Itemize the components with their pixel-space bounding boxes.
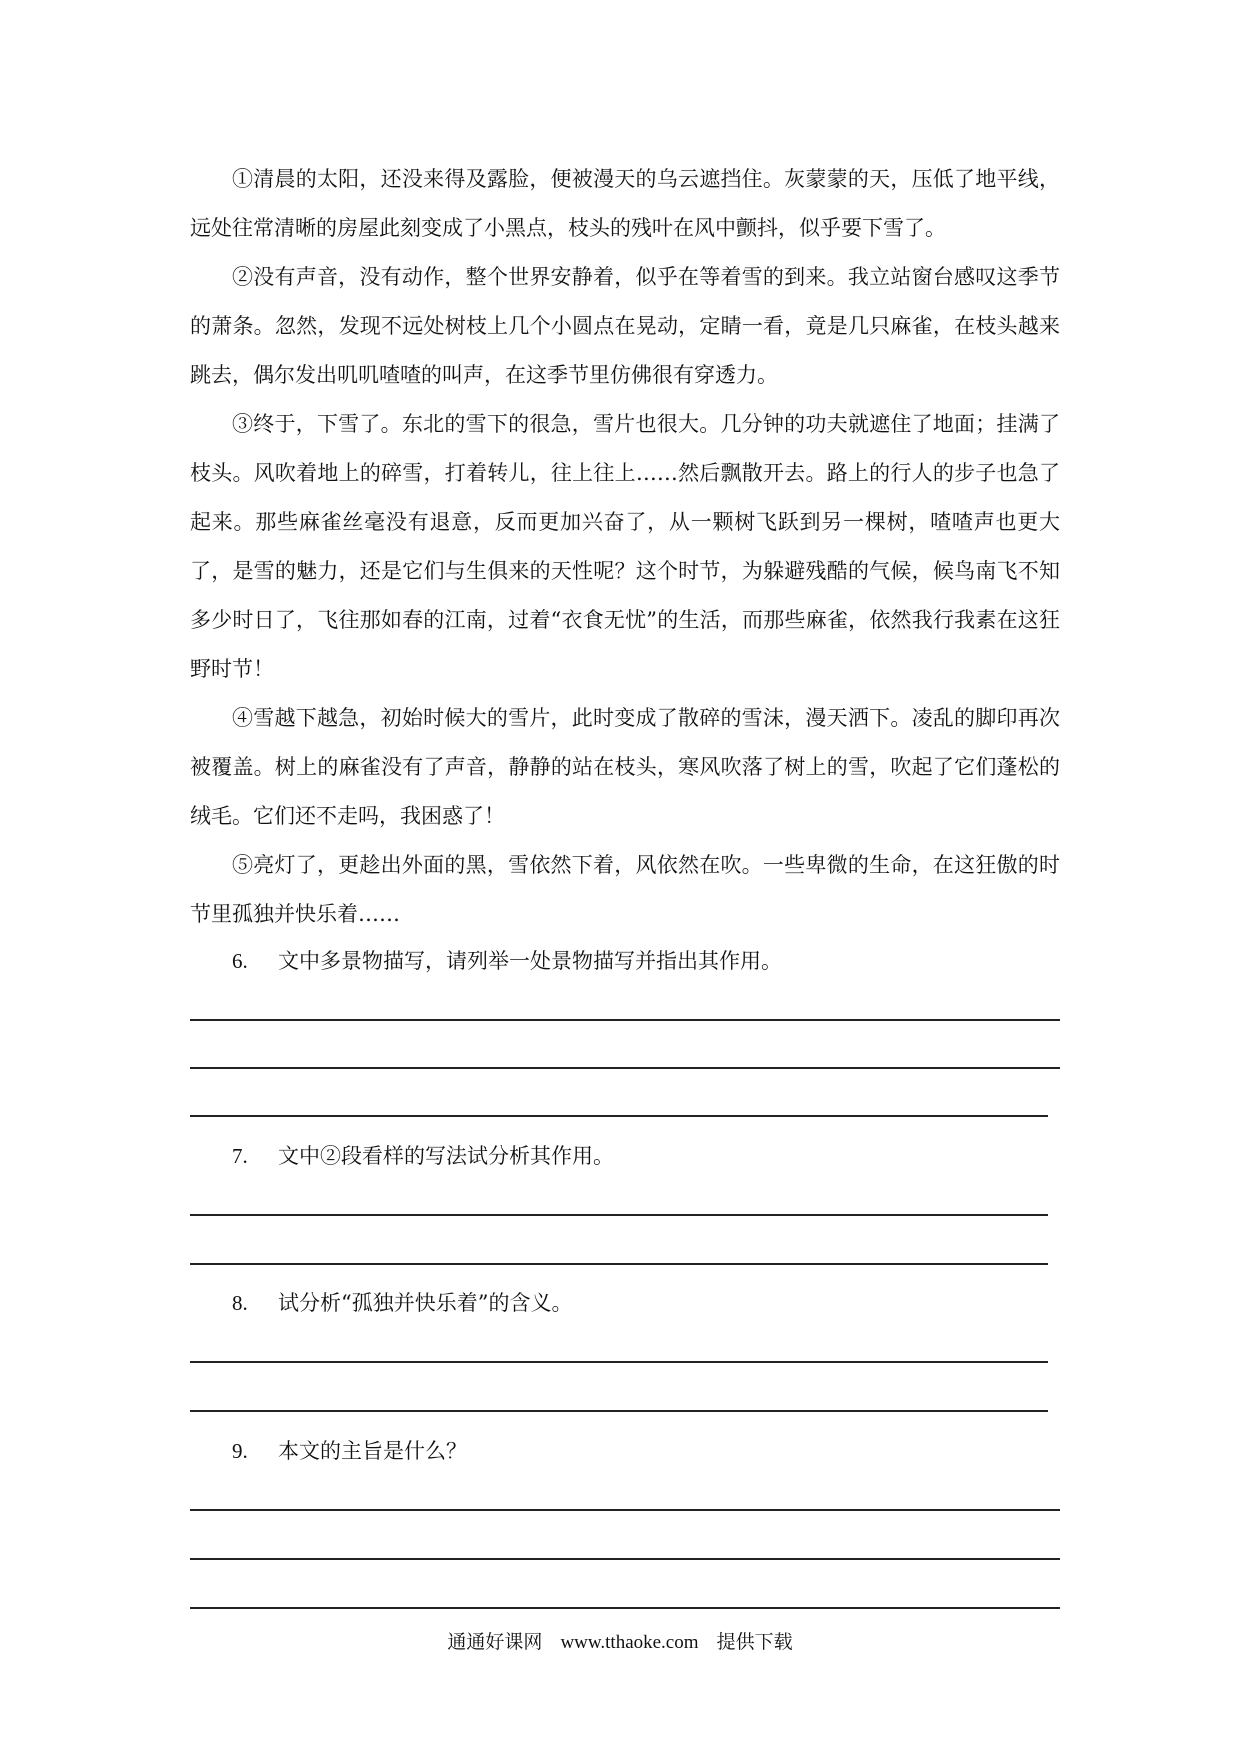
passage-paragraph-2: ②没有声音，没有动作，整个世界安静着，似乎在等着雪的到来。我立站窗台感叹这季节的萧条。忽然，发现不远处树枝上几个小圆点在晃动，定睛一看，竟是几只麻雀，在枝头越来跳去，偶尔发出叽叽喳喳的叫声，在这季节里仿佛很有穿透力。 (190, 265, 1060, 387)
question-text: 文中②段看样的写法试分析其作用。 (278, 1144, 614, 1168)
page-footer (0, 1627, 1240, 1654)
question-9 (232, 1436, 467, 1466)
question-number: 9. (232, 1439, 248, 1463)
question-number: 6. (232, 949, 248, 973)
answer-line[interactable] (190, 1558, 1060, 1560)
footer-suffix: 提供下载 (716, 1631, 793, 1653)
question-6 (232, 946, 782, 976)
question-text: 本文的主旨是什么？ (278, 1439, 467, 1463)
answer-line[interactable] (190, 1115, 1048, 1117)
question-text: 文中多景物描写，请列举一处景物描写并指出其作用。 (278, 949, 782, 973)
question-text: 试分析“孤独并快乐着”的含义。 (278, 1291, 573, 1315)
answer-line[interactable] (190, 1509, 1060, 1511)
question-8 (232, 1288, 572, 1318)
footer-url[interactable]: www.tthaoke.com (560, 1632, 699, 1653)
answer-line[interactable] (190, 1607, 1060, 1609)
reading-passage (190, 155, 1060, 939)
answer-line[interactable] (190, 1410, 1048, 1412)
passage-paragraph-1: ①清晨的太阳，还没来得及露脸，便被漫天的乌云遮挡住。灰蒙蒙的天，压低了地平线，远处往常清晰的房屋此刻变成了小黑点，枝头的残叶在风中颤抖，似乎要下雪了。 (190, 167, 1060, 240)
answer-line[interactable] (190, 1067, 1060, 1069)
answer-line[interactable] (190, 1019, 1060, 1021)
passage-paragraph-3: ③终于，下雪了。东北的雪下的很急，雪片也很大。几分钟的功夫就遮住了地面；挂满了枝头。风吹着地上的碎雪，打着转儿，往上往上……然后飘散开去。路上的行人的步子也急了起来。那些麻雀丝毫没有退意，反而更加兴奋了，从一颗树飞跃到另一棵树，喳喳声也更大了，是雪的魅力，还是它们与生俱来的天性呢？这个时节，为躲避残酷的气候，候鸟南飞不知多少时日了，飞往那如春的江南，过着“衣食无忧”的生活，而那些麻雀，依然我行我素在这狂野时节！ (190, 412, 1060, 681)
answer-line[interactable] (190, 1361, 1048, 1363)
passage-paragraph-5: ⑤亮灯了，更趁出外面的黑，雪依然下着，风依然在吹。一些卑微的生命，在这狂傲的时节里孤独并快乐着…… (190, 853, 1060, 926)
answer-line[interactable] (190, 1214, 1048, 1216)
question-number: 8. (232, 1291, 248, 1315)
answer-line[interactable] (190, 1263, 1048, 1265)
passage-paragraph-4: ④雪越下越急，初始时候大的雪片，此时变成了散碎的雪沫，漫天洒下。凌乱的脚印再次被覆盖。树上的麻雀没有了声音，静静的站在枝头，寒风吹落了树上的雪，吹起了它们蓬松的绒毛。它们还不走吗，我困惑了！ (190, 706, 1060, 828)
question-number: 7. (232, 1144, 248, 1168)
footer-site-name: 通通好课网 (447, 1631, 543, 1653)
question-7 (232, 1141, 614, 1171)
